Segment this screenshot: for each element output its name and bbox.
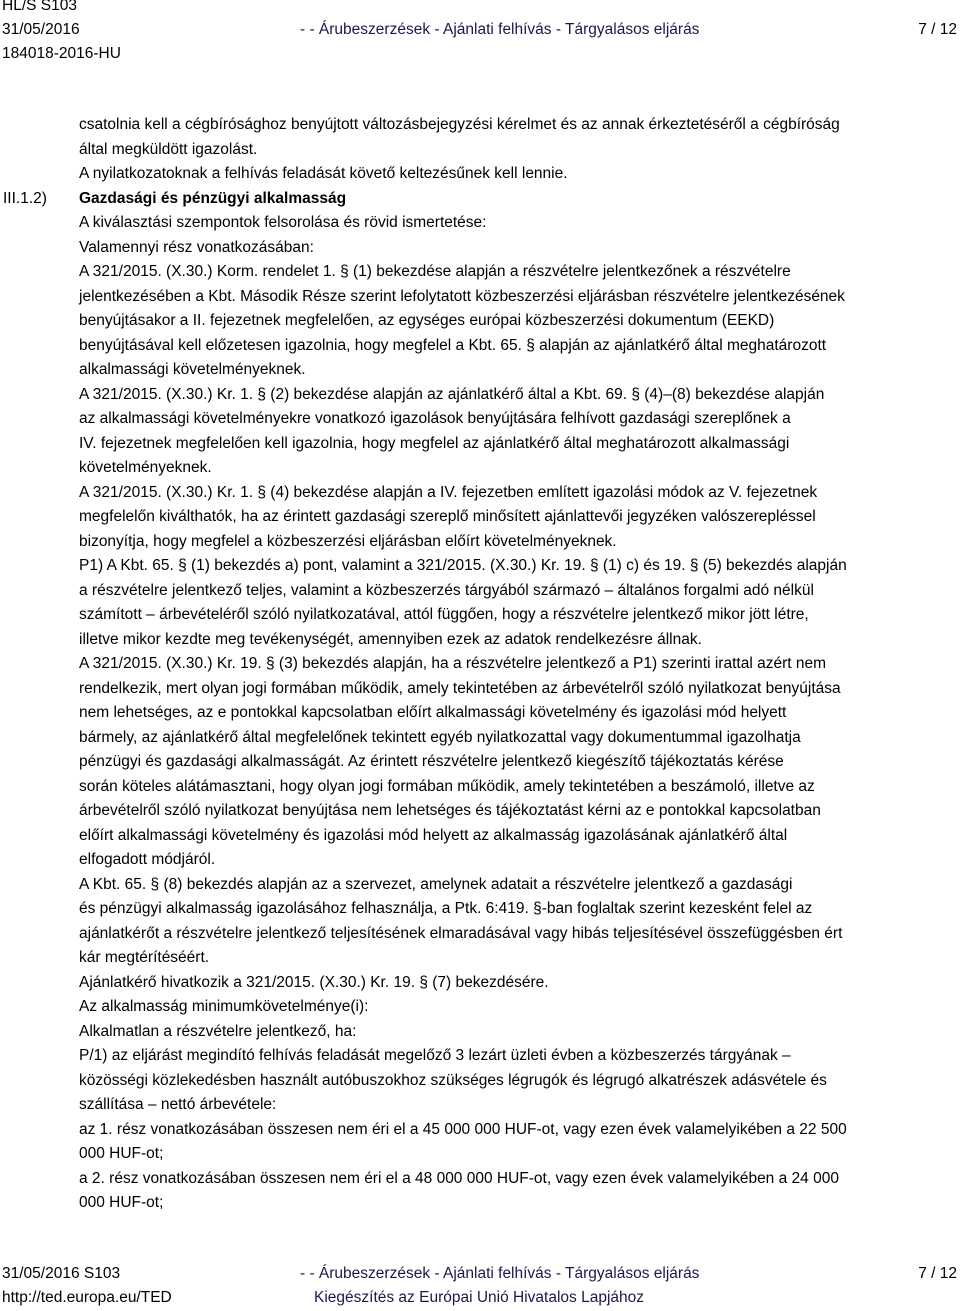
- text-line: 000 HUF-ot;: [79, 1194, 164, 1211]
- text-line: pénzügyi és gazdasági alkalmasságát. Az érintett részvételre jelentkező kiegészítő tájékoztatás kérése: [79, 753, 784, 770]
- text-line: a részvételre jelentkező teljes, valamint a közbeszerzés tárgyából származó – általános forgalmi adó nélkül: [79, 581, 814, 599]
- text-line: az 1. rész vonatkozásában összesen nem éri el a 45 000 000 HUF-ot, vagy ezen évek valamelyikében a 22 500: [79, 1120, 847, 1138]
- footer-title: - - Árubeszerzések - Ajánlati felhívás - Tárgyalásos eljárás: [300, 1265, 700, 1282]
- header-date: 31/05/2016: [2, 21, 80, 38]
- text-line: A kiválasztási szempontok felsorolása és rövid ismertetése:: [79, 214, 487, 231]
- text-line: Alkalmatlan a részvételre jelentkező, ha:: [79, 1022, 357, 1040]
- text-line: és pénzügyi alkalmasság igazolásához felhasználja, a Ptk. 6:419. §-ban foglaltak szerint kezesként felel az: [79, 900, 813, 917]
- text-line: Ajánlatkérő hivatkozik a 321/2015. (X.30.) Kr. 19. § (7) bekezdésére.: [79, 973, 549, 991]
- text-line: követelményeknek.: [79, 459, 212, 476]
- footer-subtitle: Kiegészítés az Európai Unió Hivatalos Lapjához: [314, 1289, 644, 1306]
- text-line: számított – árbevételéről szóló nyilatkozatával, attól függően, hogy a részvételre jelentkező mikor jött létre,: [79, 606, 809, 623]
- text-line: A 321/2015. (X.30.) Kr. 1. § (4) bekezdése alapján a IV. fejezetben említett igazolási módok az V. fejezetnek: [79, 483, 818, 501]
- header-notice-number: 184018-2016-HU: [2, 45, 121, 62]
- footer-page-number: 7 / 12: [918, 1265, 957, 1282]
- footer-url: http://ted.europa.eu/TED: [2, 1289, 172, 1306]
- text-line: Az alkalmasság minimumkövetelménye(i):: [79, 998, 369, 1015]
- text-line: A Kbt. 65. § (8) bekezdés alapján az a szervezet, amelynek adatait a részvételre jelentkező a gazdasági: [79, 875, 793, 893]
- text-line: A 321/2015. (X.30.) Korm. rendelet 1. § (1) bekezdése alapján a részvételre jelentkezőnek a részvételre: [79, 263, 791, 280]
- text-line: A nyilatkozatoknak a felhívás feladását követő keltezésűnek kell lennie.: [79, 165, 568, 182]
- text-line: jelentkezésében a Kbt. Második Része szerint lefolytatott közbeszerzési eljárásban részvételre jelentkezésének: [79, 287, 845, 305]
- text-line: csatolnia kell a cégbírósághoz benyújtott változásbejegyzési kérelmet és az annak érkeztetéséről a cégbíróság: [79, 116, 840, 133]
- text-line: kár megtérítéséért.: [79, 949, 210, 966]
- section-title: Gazdasági és pénzügyi alkalmasság: [79, 189, 347, 207]
- text-line: alkalmassági követelményeknek.: [79, 361, 306, 378]
- text-line: közösségi közlekedésben használt autóbuszokhoz szükséges légrugók és légrugó alkatrészek adásvétele és: [79, 1071, 827, 1089]
- text-line: előírt alkalmassági követelmény és igazolási mód helyett az alkalmasság igazolásának ajánlatkérő által: [79, 826, 788, 844]
- text-line: elfogadott módjáról.: [79, 851, 216, 868]
- header-page-number: 7 / 12: [918, 21, 957, 38]
- text-line: illetve mikor kezdte meg tevékenységét, amennyiben ezek az adatok rendelkezésre állnak.: [79, 630, 702, 648]
- text-line: 000 HUF-ot;: [79, 1145, 164, 1162]
- text-line: ajánlatkérőt a részvételre jelentkező teljesítésének elmaradásával vagy hibás teljesítésével összefüggésben ért: [79, 924, 843, 942]
- text-line: A 321/2015. (X.30.) Kr. 19. § (3) bekezdés alapján, ha a részvételre jelentkező a P1) szerinti irattal azért nem: [79, 655, 826, 672]
- page-header: [0, 0, 960, 70]
- header-title: - - Árubeszerzések - Ajánlati felhívás - Tárgyalásos eljárás: [300, 21, 700, 38]
- text-line: benyújtásakor a II. fejezetnek megfelelően, az egységes európai közbeszerzési dokumentum (EEKD): [79, 312, 775, 329]
- text-line: P1) A Kbt. 65. § (1) bekezdés a) pont, valamint a 321/2015. (X.30.) Kr. 19. § (1) c) és 19. § (5) bekezdés alapján: [79, 557, 847, 574]
- page-footer: [0, 1262, 960, 1311]
- text-line: szállítása – nettó árbevétele:: [79, 1096, 277, 1113]
- header-doc-id: HL/S S103: [2, 0, 77, 14]
- text-line: megfelelőn kiválthatók, ha az érintett gazdasági szereplő minősített ajánlattevői jegyzéken valószerepléssel: [79, 508, 816, 525]
- text-line: benyújtásával kell előzetesen igazolnia, hogy megfelel a Kbt. 65. § alapján az ajánlatkérő által meghatározott: [79, 336, 827, 354]
- text-line: során köteles alátámasztani, hogy olyan jogi formában működik, amely tekintetében a beszámoló, illetve az: [79, 777, 815, 795]
- body-text: [79, 113, 957, 1216]
- section-number: III.1.2): [3, 189, 47, 207]
- text-line: bizonyítja, hogy megfelel a közbeszerzési eljárásban előírt követelményeknek.: [79, 532, 617, 550]
- intro-paragraph: [79, 113, 957, 187]
- text-line: által megküldött igazolást.: [79, 140, 258, 158]
- text-line: P/1) az eljárást megindító felhívás feladását megelőző 3 lezárt üzleti évben a közbeszerzés tárgyának –: [79, 1047, 791, 1064]
- text-line: Valamennyi rész vonatkozásában:: [79, 238, 314, 256]
- text-line: nem lehetséges, az e pontokkal kapcsolatban előírt alkalmassági követelmény és igazolási mód helyett: [79, 704, 787, 721]
- text-line: a 2. rész vonatkozásában összesen nem éri el a 48 000 000 HUF-ot, vagy ezen évek valamelyikében a 24 000: [79, 1169, 839, 1187]
- text-line: árbevételről szóló nyilatkozat benyújtása nem lehetséges és tájékoztatást kérni az e pontokkal kapcsolatban: [79, 802, 821, 819]
- text-line: IV. fejezetnek megfelelően kell igazolnia, hogy megfelel az ajánlatkérő által meghatározott alkalmassági: [79, 434, 790, 452]
- text-line: az alkalmassági követelményekre vonatkozó igazolások benyújtására felhívott gazdasági szereplőnek a: [79, 410, 791, 427]
- text-line: bármely, az ajánlatkérő által megfelelőnek tekintett egyéb nyilatkozattal vagy dokumentummal igazolhatja: [79, 728, 801, 746]
- footer-date-code: 31/05/2016 S103: [2, 1265, 121, 1282]
- text-line: rendelkezik, mert olyan jogi formában működik, amely tekintetében az árbevételről szóló nyilatkozat benyújtása: [79, 679, 841, 697]
- section-content: [79, 211, 957, 1216]
- text-line: A 321/2015. (X.30.) Kr. 1. § (2) bekezdése alapján az ajánlatkérő által a Kbt. 69. § (4)–(8) bekezdése alapján: [79, 385, 825, 403]
